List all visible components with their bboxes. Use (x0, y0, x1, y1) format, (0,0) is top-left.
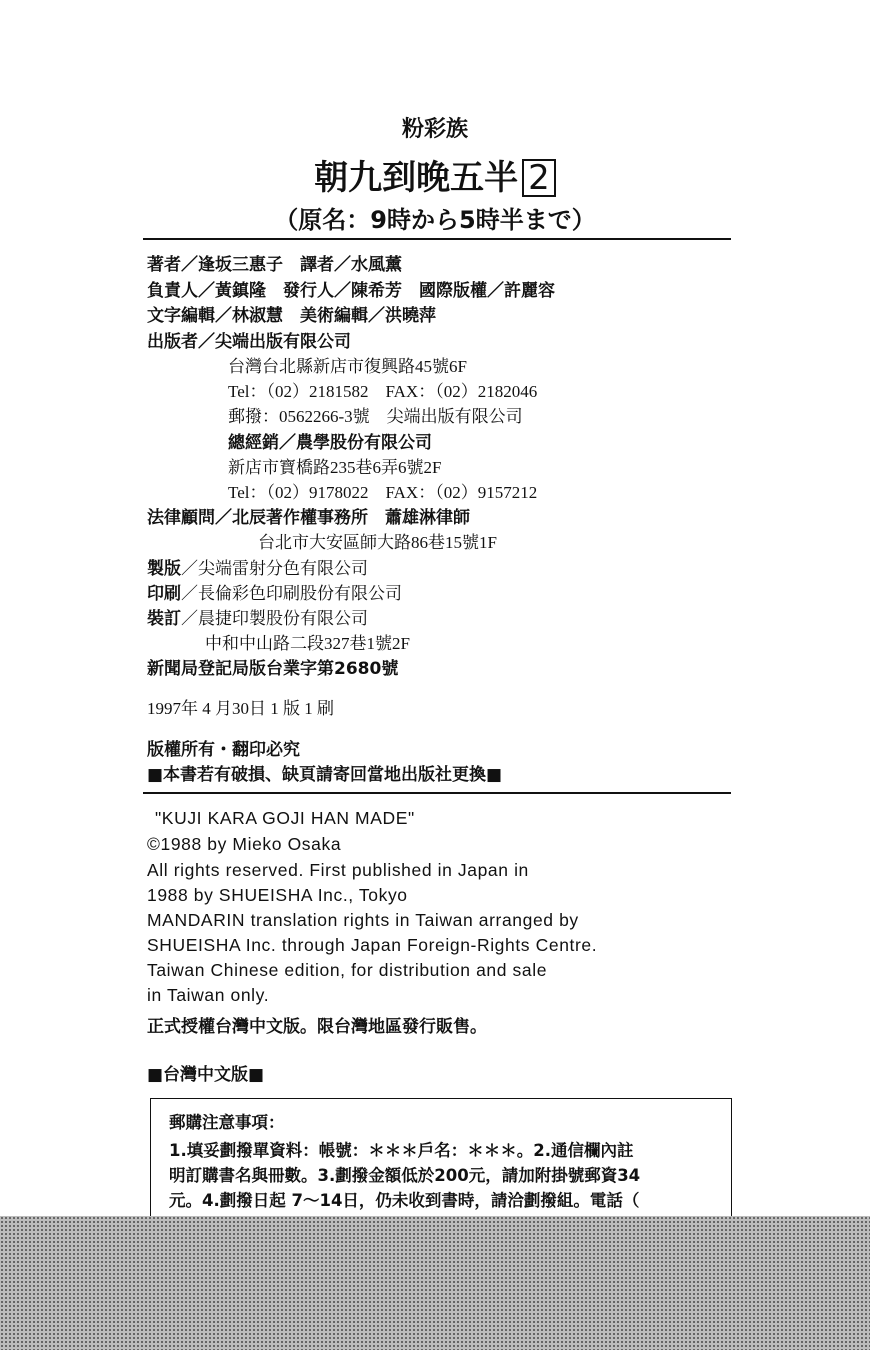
mail-order-line-2: 明訂購書名與冊數。3.劃撥金額低於200元，請加附掛號郵資34 (169, 1166, 641, 1185)
english-original-title: "KUJI KARA GOJI HAN MADE" (155, 808, 415, 828)
binding-line: 裝訂／晨捷印製股份有限公司 (147, 609, 368, 629)
distributor-line: 總經銷／農學股份有限公司 (228, 433, 432, 453)
print-line: 印刷／長倫彩色印刷股份有限公司 (147, 584, 402, 604)
english-rights-line-2: 1988 by SHUEISHA Inc., Tokyo (147, 885, 408, 905)
original-title: （原名：9時から5時半まで） (274, 206, 596, 234)
distributor-phone: Tel：（02）9178022 FAX：（02）9157212 (228, 483, 538, 502)
credit-publisher-line: 出版者／尖端出版有限公司 (147, 332, 351, 352)
legal-address: 台北市大安區師大路86巷15號1F (258, 533, 497, 552)
credit-author-line: 著者／逢坂三惠子 譯者／水風薰 (147, 255, 402, 275)
publisher-address: 台灣台北縣新店市復興路45號6F (228, 357, 467, 376)
english-rights-line-3: MANDARIN translation rights in Taiwan arranged by (147, 910, 579, 930)
plate-line: 製版／尖端雷射分色有限公司 (147, 559, 368, 579)
mail-order-heading: 郵購注意事項： (169, 1113, 285, 1132)
mail-order-line-3: 元。4.劃撥日起 7～14日，仍未收到書時，請洽劃撥組。電話（ (169, 1191, 640, 1210)
series-name: 粉彩族 (401, 117, 468, 142)
mail-order-line-1: 1.填妥劃撥單資料：帳號：＊＊＊戶名：＊＊＊。2.通信欄內註 (169, 1141, 634, 1160)
taiwan-edition-label: ■台灣中文版■ (147, 1065, 265, 1085)
defect-notice: ■本書若有破損、缺頁請寄回當地出版社更換■ (147, 765, 503, 785)
top-divider (143, 238, 731, 240)
screentone-overlay (0, 1216, 870, 1350)
english-rights-line-5: Taiwan Chinese edition, for distribution and sale (147, 960, 548, 980)
rights-notice: 版權所有・翻印必究 (147, 740, 300, 760)
book-title-row (0, 150, 870, 199)
english-rights-line-4: SHUEISHA Inc. through Japan Foreign-Rights Centre. (147, 935, 598, 955)
credit-responsible-line: 負責人／黃鎮隆 發行人／陳希芳 國際版權／許麗容 (147, 281, 555, 301)
credit-editor-line: 文字編輯／林淑慧 美術編輯／洪曉萍 (147, 306, 436, 326)
distributor-address: 新店市寶橋路235巷6弄6號2F (228, 458, 442, 477)
english-rights-line-1: All rights reserved. First published in Japan in (147, 860, 529, 880)
volume-number: 2 (522, 159, 556, 197)
middle-divider (143, 792, 731, 794)
english-rights-line-6: in Taiwan only. (147, 985, 270, 1005)
authorized-edition-notice: 正式授權台灣中文版。限台灣地區發行販售。 (147, 1017, 487, 1037)
registration-number: 新聞局登記局版台業字第2680號 (147, 659, 399, 679)
binding-address: 中和中山路二段327巷1號2F (205, 634, 410, 653)
legal-line: 法律顧問／北辰著作權事務所 蕭雄淋律師 (147, 508, 470, 528)
postal-account: 郵撥：0562266-3號 尖端出版有限公司 (228, 407, 523, 426)
english-copyright: ©1988 by Mieko Osaka (147, 834, 342, 854)
book-title: 朝九到晚五半 (314, 158, 519, 198)
publisher-phone: Tel：（02）2181582 FAX：（02）2182046 (228, 382, 538, 401)
edition-date: 1997年 4 月30日 1 版 1 刷 (147, 699, 334, 718)
